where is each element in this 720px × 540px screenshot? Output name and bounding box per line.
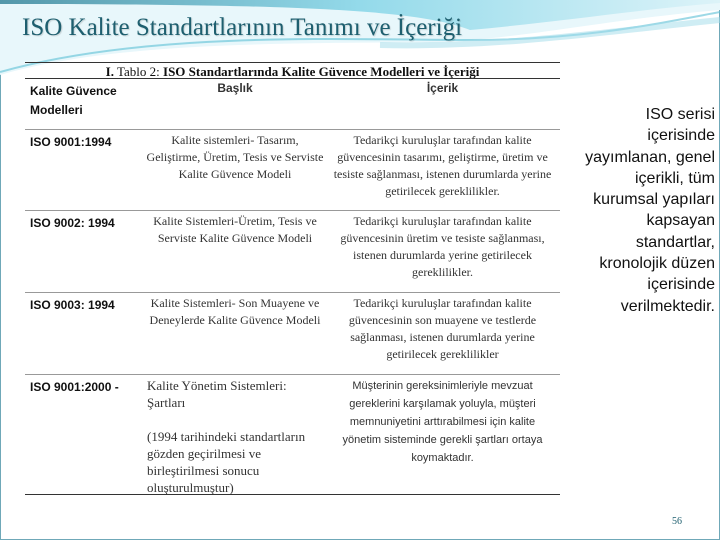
caption-rule: [25, 78, 560, 79]
row-content: Tedarikçi kuruluşlar tarafından kalite güvencesinin son muayene ve testlerde sağlanması, istenen durumlarda yerine getirilecek gereklilikler: [348, 296, 537, 361]
row-title: Kalite Sistemleri-Üretim, Tesis ve Serviste Kalite Güvence Modeli: [153, 214, 317, 245]
row-content: Müşterinin gereksinimleriyle mevzuat gereklerini karşılamak yoluyla, müşteri memnuniyetini arttırabilmesi için kalite yönetim sisteminde gerekli şartları ortaya koymaktadır.: [342, 380, 543, 464]
row-divider: [25, 292, 560, 293]
row-title: Kalite Yönetim Sistemleri: Şartları: [147, 378, 287, 410]
row-model: ISO 9002: 1994: [30, 216, 115, 230]
row-divider: [25, 129, 560, 130]
row-model: ISO 9001:1994: [30, 135, 112, 149]
row-title-note: (1994 tarihindeki standartların gözden geçirilmesi ve birleştirilmesi sonucu oluşturulmuştur): [147, 429, 306, 495]
row-content: Tedarikçi kuruluşlar tarafından kalite güvencesinin üretim ve tesiste sağlanması, istenen durumlarda yerine getirilecek gereklilikler.: [340, 214, 545, 279]
caption-label: Tablo 2:: [116, 64, 160, 79]
row-model: ISO 9001:2000 -: [30, 380, 119, 394]
header-title: Başlık: [217, 81, 253, 95]
slide-title: ISO Kalite Standartlarının Tanımı ve İçeriği: [22, 14, 463, 41]
table-top-rule: [25, 62, 560, 63]
caption-title: ISO Standartlarında Kalite Güvence Modelleri ve İçeriği: [163, 64, 480, 79]
row-divider: [25, 374, 560, 375]
table-bottom-rule: [25, 494, 560, 495]
page-number: 56: [672, 516, 682, 527]
row-divider: [25, 210, 560, 211]
row-content: Tedarikçi kuruluşlar tarafından kalite güvencesinin tasarımı, geliştirme, üretim ve tesiste sağlanması, istenen durumlarda yerine getirilecek gereklilikler.: [333, 133, 552, 198]
header-content: İçerik: [426, 81, 459, 95]
row-title: Kalite sistemleri- Tasarım, Geliştirme, Üretim, Tesis ve Serviste Kalite Güvence Modeli: [146, 133, 324, 181]
side-description: ISO serisi içerisinde yayımlanan, genel içerikli, tüm kurumsal yapıları kapsayan standartlar, kronolojik düzen içerisinde verilmektedir.: [585, 106, 715, 315]
row-model: ISO 9003: 1994: [30, 298, 115, 312]
header-models: Kalite Güvence Modelleri: [30, 84, 117, 117]
row-title: Kalite Sistemleri- Son Muayene ve Deneylerde Kalite Güvence Modeli: [149, 296, 321, 327]
caption-prefix: I.: [105, 64, 114, 79]
